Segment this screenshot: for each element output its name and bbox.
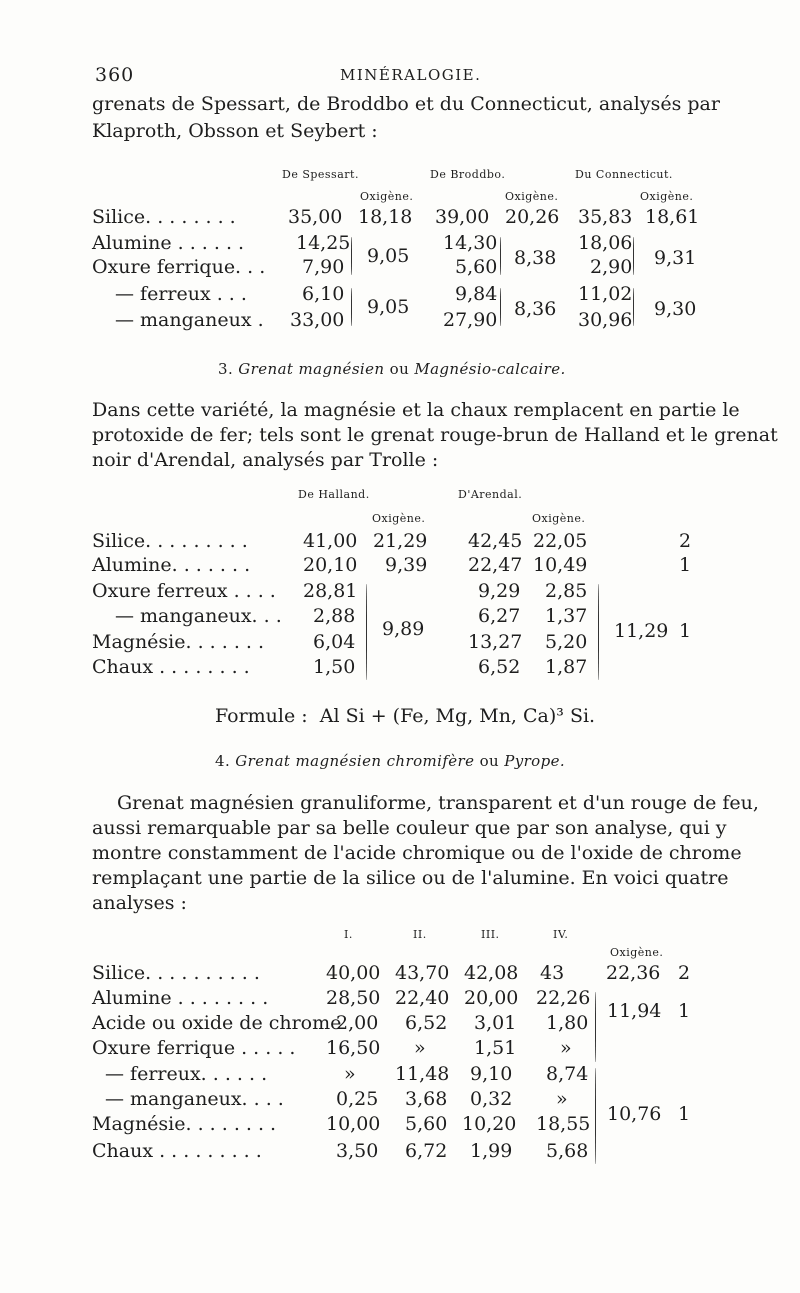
group-oxygen: 9,05 [367, 245, 410, 267]
cell-value: 41,00 [303, 530, 358, 552]
text-line: remplaçant une partie de la silice ou de l'alumine. En voici quatre [92, 867, 729, 889]
ratio: 1 [678, 1103, 691, 1125]
cell-value: 1,37 [545, 605, 588, 627]
section-number: 3. [218, 360, 234, 378]
ratio: 1 [679, 620, 692, 642]
section-heading [218, 360, 566, 378]
cell-value: 6,52 [478, 656, 521, 678]
cell-value: 5,20 [545, 631, 588, 653]
cell-value: 13,27 [468, 631, 523, 653]
cell-value: 9,39 [385, 554, 428, 576]
text-line: Grenat magnésien granuliforme, transparent et d'un rouge de feu, [117, 792, 759, 814]
cell-value: 43,70 [395, 962, 450, 984]
section-title: Grenat magnésien chromifère [235, 752, 475, 770]
cell-value: 6,10 [302, 283, 345, 305]
oxygen-header: Oxigène. [640, 190, 694, 203]
section-title: Grenat magnésien [238, 360, 385, 378]
row-label: Oxure ferrique. . . [92, 256, 266, 278]
group-oxygen: 9,05 [367, 296, 410, 318]
cell-value: 6,27 [478, 605, 521, 627]
cell-value: 3,50 [336, 1140, 379, 1162]
column-header: IV. [553, 928, 569, 941]
cell-value: 1,87 [545, 656, 588, 678]
cell-value: 35,00 [288, 206, 343, 228]
table-halland-arendal [0, 480, 800, 690]
cell-value: » [556, 1088, 568, 1110]
column-header: Du Connecticut. [575, 168, 673, 181]
row-label: Silice. . . . . . . . . [92, 530, 248, 552]
group-oxygen: 11,29 [614, 620, 669, 642]
brace [500, 237, 501, 275]
group-oxygen: 9,31 [654, 247, 697, 269]
brace [595, 992, 596, 1062]
cell-value: 11,48 [395, 1063, 450, 1085]
column-header: De Halland. [298, 488, 370, 501]
oxygen-header: Oxigène. [610, 946, 664, 959]
cell-value: 5,60 [405, 1113, 448, 1135]
table-pyrope-analyses [0, 920, 800, 1170]
cell-value: 18,55 [536, 1113, 591, 1135]
text-line: protoxide de fer; tels sont le grenat rouge-brun de Halland et le grenat [92, 424, 778, 446]
text-line: montre constamment de l'acide chromique ou de l'oxide de chrome [92, 842, 742, 864]
cell-value: 11,02 [578, 283, 633, 305]
oxygen-header: Oxigène. [532, 512, 586, 525]
oxygen-value: 22,36 [606, 962, 661, 984]
section-heading [215, 752, 565, 770]
column-header: D'Arendal. [458, 488, 523, 501]
cell-value: 9,84 [455, 283, 498, 305]
table-spessart-broddbo-connecticut [0, 160, 800, 350]
section-title: Pyrope. [504, 752, 566, 770]
ratio: 2 [678, 962, 691, 984]
cell-value: 10,20 [462, 1113, 517, 1135]
row-label: Alumine . . . . . . [92, 232, 245, 254]
brace [633, 237, 634, 275]
cell-value: 18,06 [578, 232, 633, 254]
group-oxygen: 8,36 [514, 298, 557, 320]
group-oxygen: 9,30 [654, 298, 697, 320]
section-connector: ou [389, 360, 410, 378]
row-label: — ferreux . . . [115, 283, 247, 305]
cell-value: 0,32 [470, 1088, 513, 1110]
group-oxygen: 8,38 [514, 247, 557, 269]
cell-value: 10,49 [533, 554, 588, 576]
cell-value: 1,99 [470, 1140, 513, 1162]
cell-value: 30,96 [578, 309, 633, 331]
cell-value: 9,10 [470, 1063, 513, 1085]
oxygen-header: Oxigène. [505, 190, 559, 203]
column-header: III. [481, 928, 500, 941]
cell-value: 20,00 [464, 987, 519, 1009]
row-label: — manganeux . [115, 309, 264, 331]
row-label: Magnésie. . . . . . . . [92, 1113, 277, 1135]
cell-value: 39,00 [435, 206, 490, 228]
row-label: — manganeux. . . . [105, 1088, 284, 1110]
cell-value: 14,30 [443, 232, 498, 254]
cell-value: 3,68 [405, 1088, 448, 1110]
row-label: Silice. . . . . . . . [92, 206, 236, 228]
text-line: Dans cette variété, la magnésie et la chaux remplacent en partie le [92, 399, 740, 421]
cell-value: 28,81 [303, 580, 358, 602]
cell-value: 6,72 [405, 1140, 448, 1162]
cell-value: » [414, 1037, 426, 1059]
cell-value: 0,25 [336, 1088, 379, 1110]
section-number: 4. [215, 752, 231, 770]
row-label: — manganeux. . . [115, 605, 282, 627]
cell-value: 7,90 [302, 256, 345, 278]
row-label: Acide ou oxide de chrome [92, 1012, 342, 1034]
cell-value: 9,29 [478, 580, 521, 602]
row-label: Chaux . . . . . . . . [92, 656, 250, 678]
formula-expression: Al Si + (Fe, Mg, Mn, Ca)³ Si. [319, 705, 596, 727]
brace [595, 1068, 596, 1164]
column-header: II. [413, 928, 427, 941]
cell-value: 42,45 [468, 530, 523, 552]
brace [633, 288, 634, 326]
cell-value: » [344, 1063, 356, 1085]
cell-value: 42,08 [464, 962, 519, 984]
cell-value: 22,40 [395, 987, 450, 1009]
column-header: I. [344, 928, 353, 941]
cell-value: 8,74 [546, 1063, 589, 1085]
cell-value: 1,50 [313, 656, 356, 678]
ratio: 1 [679, 554, 692, 576]
row-label: Alumine. . . . . . . [92, 554, 251, 576]
text-line: aussi remarquable par sa belle couleur que par son analyse, qui y [92, 817, 727, 839]
section-title: Magnésio-calcaire. [414, 360, 566, 378]
cell-value: 5,60 [455, 256, 498, 278]
cell-value: 16,50 [326, 1037, 381, 1059]
formula-label: Formule : [215, 705, 308, 727]
row-label: Chaux . . . . . . . . . [92, 1140, 262, 1162]
cell-value: 35,83 [578, 206, 633, 228]
cell-value: 14,25 [296, 232, 351, 254]
text-line: analyses : [92, 892, 187, 914]
cell-value: 6,52 [405, 1012, 448, 1034]
cell-value: 28,50 [326, 987, 381, 1009]
row-label: — ferreux. . . . . . [105, 1063, 268, 1085]
cell-value: 18,18 [358, 206, 413, 228]
page-number: 360 [95, 64, 135, 86]
brace [500, 288, 501, 326]
row-label: Silice. . . . . . . . . . [92, 962, 260, 984]
text-line: Klaproth, Obsson et Seybert : [92, 120, 378, 142]
brace [351, 237, 352, 275]
ratio: 1 [678, 1000, 691, 1022]
cell-value: 1,51 [474, 1037, 517, 1059]
cell-value: 10,00 [326, 1113, 381, 1135]
ratio: 2 [679, 530, 692, 552]
cell-value: 5,68 [546, 1140, 589, 1162]
group-oxygen: 11,94 [607, 1000, 662, 1022]
cell-value: » [560, 1037, 572, 1059]
cell-value: 2,00 [336, 1012, 379, 1034]
running-title: MINÉRALOGIE. [340, 66, 482, 84]
oxygen-header: Oxigène. [372, 512, 426, 525]
row-label: Magnésie. . . . . . . [92, 631, 265, 653]
cell-value: 6,04 [313, 631, 356, 653]
row-label: Alumine . . . . . . . . [92, 987, 269, 1009]
group-oxygen: 10,76 [607, 1103, 662, 1125]
cell-value: 2,88 [313, 605, 356, 627]
text-line: noir d'Arendal, analysés par Trolle : [92, 449, 439, 471]
cell-value: 21,29 [373, 530, 428, 552]
cell-value: 1,80 [546, 1012, 589, 1034]
brace [351, 288, 352, 326]
text-line: grenats de Spessart, de Broddbo et du Connecticut, analysés par [92, 93, 720, 115]
group-oxygen: 9,89 [382, 618, 425, 640]
brace [366, 584, 367, 680]
cell-value: 3,01 [474, 1012, 517, 1034]
cell-value: 20,10 [303, 554, 358, 576]
cell-value: 20,26 [505, 206, 560, 228]
cell-value: 22,05 [533, 530, 588, 552]
row-label: Oxure ferrique . . . . . [92, 1037, 296, 1059]
cell-value: 22,47 [468, 554, 523, 576]
cell-value: 27,90 [443, 309, 498, 331]
cell-value: 40,00 [326, 962, 381, 984]
brace [598, 584, 599, 680]
row-label: Oxure ferreux . . . . [92, 580, 276, 602]
column-header: De Broddbo. [430, 168, 506, 181]
cell-value: 33,00 [290, 309, 345, 331]
cell-value: 22,26 [536, 987, 591, 1009]
column-header: De Spessart. [282, 168, 359, 181]
formula [215, 705, 595, 727]
section-connector: ou [479, 752, 500, 770]
cell-value: 2,90 [590, 256, 633, 278]
cell-value: 18,61 [645, 206, 700, 228]
cell-value: 2,85 [545, 580, 588, 602]
oxygen-header: Oxigène. [360, 190, 414, 203]
cell-value: 43 [540, 962, 565, 984]
